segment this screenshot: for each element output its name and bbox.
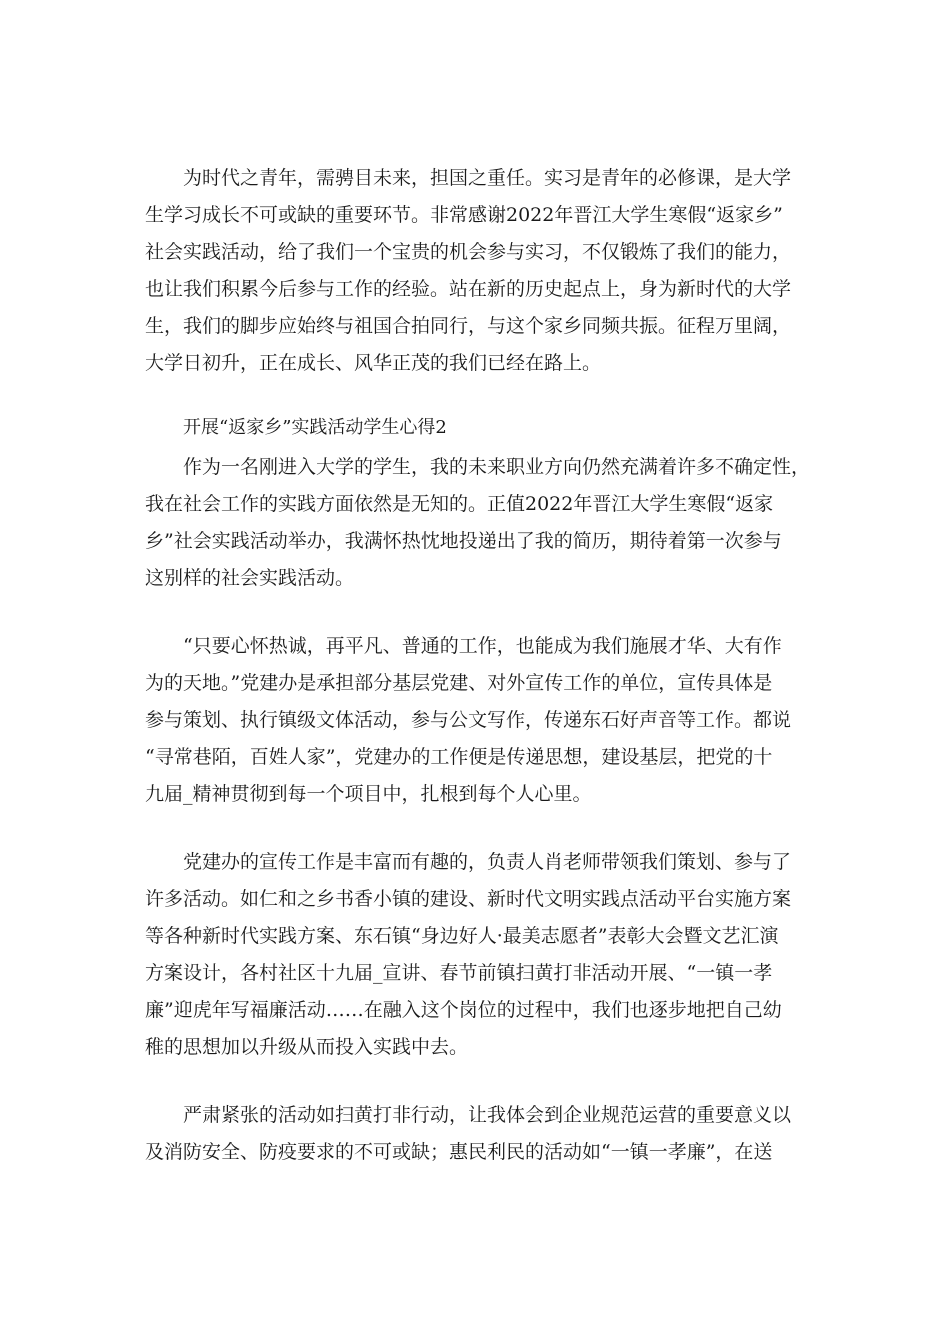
text-line: 为的天地。”党建办是承担部分基层党建、对外宣传工作的单位，宣传具体是 — [145, 672, 773, 694]
paragraph-5 — [145, 1097, 810, 1171]
text-line: 也让我们积累今后参与工作的经验。站在新的历史起点上，身为新时代的大学 — [145, 278, 792, 300]
text-line: 方案设计，各村社区十九届_宣讲、春节前镇扫黄打非活动开展、“一镇一孝 — [145, 962, 773, 984]
text-line: “寻常巷陌，百姓人家”，党建办的工作便是传递思想，建设基层，把党的十 — [145, 746, 773, 768]
text-line: 许多活动。如仁和之乡书香小镇的建设、新时代文明实践点活动平台实施方案 — [145, 888, 792, 910]
text-line: 生学习成长不可或缺的重要环节。非常感谢2022年晋江大学生寒假“返家乡” — [145, 204, 783, 226]
document-page — [145, 160, 810, 1171]
text-line: 我在社会工作的实践方面依然是无知的。正值2022年晋江大学生寒假“返家 — [145, 493, 774, 515]
paragraph-4 — [145, 844, 810, 1066]
text-line: 等各种新时代实践方案、东石镇“身边好人·最美志愿者”表彰大会暨文艺汇演 — [145, 925, 779, 947]
text-line: 廉”迎虎年写福廉活动……在融入这个岗位的过程中，我们也逐步地把自己幼 — [145, 999, 782, 1021]
text-line: “只要心怀热诚，再平凡、普通的工作，也能成为我们施展才华、大有作 — [183, 635, 782, 657]
text-line: 参与策划、执行镇级文体活动，参与公文写作，传递东石好声音等工作。都说 — [145, 709, 792, 731]
text-line: 严肃紧张的活动如扫黄打非行动，让我体会到企业规范运营的重要意义以 — [183, 1104, 792, 1126]
text-line: 大学日初升，正在成长、风华正茂的我们已经在路上。 — [145, 352, 602, 374]
text-line: 党建办的宣传工作是丰富而有趣的，负责人肖老师带领我们策划、参与了 — [183, 851, 792, 873]
text-line: 稚的思想加以升级从而投入实践中去。 — [145, 1036, 469, 1058]
text-line: 作为一名刚进入大学的学生，我的未来职业方向仍然充满着许多不确定性， — [183, 456, 811, 478]
text-line: 生，我们的脚步应始终与祖国合拍同行，与这个家乡同频共振。征程万里阔， — [145, 315, 792, 337]
paragraph-3 — [145, 628, 810, 813]
paragraph-2 — [145, 449, 810, 597]
section-heading: 开展“返家乡”实践活动学生心得2 — [183, 417, 447, 438]
text-line: 为时代之青年，需骋目未来，担国之重任。实习是青年的必修课，是大学 — [183, 167, 792, 189]
text-line: 九届_精神贯彻到每一个项目中，扎根到每个人心里。 — [145, 783, 592, 805]
text-line: 及消防安全、防疫要求的不可或缺；惠民利民的活动如“一镇一孝廉”，在送 — [145, 1141, 773, 1163]
text-line: 这别样的社会实践活动。 — [145, 567, 355, 589]
text-line: 社会实践活动，给了我们一个宝贵的机会参与实习，不仅锻炼了我们的能力， — [145, 241, 792, 263]
text-line: 乡”社会实践活动举办，我满怀热忱地投递出了我的简历，期待着第一次参与 — [145, 530, 782, 552]
paragraph-1 — [145, 160, 810, 382]
